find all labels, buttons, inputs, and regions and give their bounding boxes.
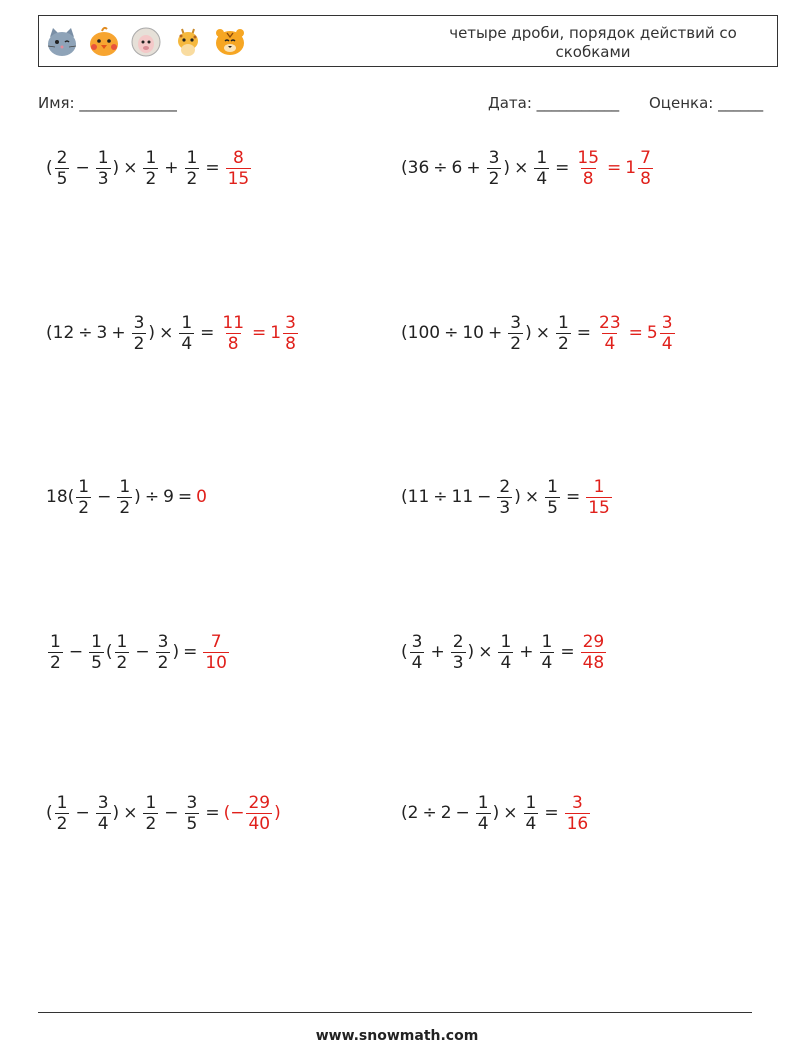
operator: = (205, 803, 220, 823)
numerator: 2 (452, 631, 464, 652)
expression-text: (2 (401, 803, 419, 823)
expression-text: ( (105, 642, 113, 662)
numerator: 3 (488, 147, 500, 168)
expression-text: ) (274, 803, 281, 823)
fraction (156, 632, 171, 673)
numerator: 3 (285, 312, 296, 333)
problem-8 (401, 622, 608, 682)
problem-7 (46, 622, 231, 682)
expression-text: (36 (401, 158, 430, 178)
expression-text: 0 (196, 487, 207, 507)
problem-9 (46, 783, 281, 843)
denominator: 4 (541, 652, 553, 673)
fraction (451, 632, 466, 673)
answer (218, 313, 300, 354)
numerator: 1 (186, 147, 198, 168)
expression-text: (12 (46, 323, 75, 343)
operator: ÷ (422, 803, 437, 823)
denominator: 5 (91, 652, 102, 673)
expression-text: ( (401, 642, 408, 662)
operator: − (135, 642, 150, 662)
operator: × (514, 158, 529, 178)
problem-6 (401, 467, 614, 527)
denominator: 15 (588, 497, 610, 518)
denominator: 8 (285, 333, 296, 354)
operator: = (252, 323, 267, 343)
numerator: 3 (661, 312, 673, 333)
footer-url: www.snowmath.com (315, 1028, 479, 1044)
fraction (497, 477, 512, 518)
denominator: 2 (78, 497, 90, 518)
worksheet-title: четыре дроби, порядок действий со скобками (449, 24, 737, 61)
numerator: 7 (640, 147, 651, 168)
operator: − (477, 487, 492, 507)
denominator: 4 (477, 813, 489, 834)
numerator: 11 (222, 312, 245, 333)
fraction (487, 148, 502, 189)
numerator: 29 (582, 631, 605, 652)
expression-text: ) (514, 487, 521, 507)
numerator: 1 (50, 631, 61, 652)
operator: − (75, 158, 90, 178)
operator: ÷ (433, 487, 448, 507)
denominator: 8 (582, 168, 594, 189)
answer (573, 148, 655, 189)
operator: = (200, 323, 215, 343)
expression-text: ) (525, 323, 532, 343)
numerator: 1 (116, 631, 128, 652)
denominator: 4 (97, 813, 109, 834)
numerator: 3 (97, 792, 109, 813)
fraction (476, 793, 491, 834)
fraction (575, 148, 601, 189)
denominator: 2 (557, 333, 569, 354)
denominator: 48 (582, 652, 605, 673)
expression-text: 3 (96, 323, 108, 343)
fraction (586, 477, 612, 518)
expression-text: ) (112, 803, 120, 823)
operator: + (519, 642, 534, 662)
expression-text: ) (172, 642, 180, 662)
fraction (524, 793, 539, 834)
numerator: 3 (157, 631, 169, 652)
fraction (534, 148, 549, 189)
operator: = (555, 158, 570, 178)
numerator: 1 (500, 631, 512, 652)
answer (595, 313, 677, 354)
operator: = (177, 487, 193, 507)
denominator: 2 (50, 652, 61, 673)
denominator: 5 (186, 813, 198, 834)
expression-text: 18( (46, 487, 75, 507)
operator: + (466, 158, 481, 178)
operator: × (503, 803, 518, 823)
fraction (638, 148, 653, 189)
operator: × (123, 803, 138, 823)
operator: × (535, 323, 550, 343)
numerator: 1 (119, 476, 131, 497)
numerator: 1 (593, 476, 605, 497)
giraffe-icon (171, 25, 205, 59)
numerator: 1 (97, 147, 109, 168)
expression-text: ) (492, 803, 500, 823)
operator: = (183, 642, 198, 662)
problem-4 (401, 303, 677, 363)
operator: × (524, 487, 540, 507)
expression-text: 9 (163, 487, 174, 507)
fraction (556, 313, 571, 354)
operator: = (565, 487, 581, 507)
date-field: Дата: ___________ (488, 94, 620, 112)
fraction (143, 793, 158, 834)
expression-text: 1 (270, 323, 282, 343)
expression-text: 2 (440, 803, 452, 823)
denominator: 2 (116, 652, 128, 673)
operator: − (164, 803, 179, 823)
numerator: 2 (56, 147, 68, 168)
numerator: 3 (411, 631, 423, 652)
problem-3 (46, 303, 300, 363)
numerator: 1 (477, 792, 489, 813)
denominator: 4 (661, 333, 673, 354)
numerator: 23 (599, 312, 621, 333)
fraction (179, 313, 194, 354)
denominator: 2 (157, 652, 169, 673)
expression-text: 1 (625, 158, 637, 178)
expression-text: ) (467, 642, 475, 662)
fraction (185, 148, 200, 189)
numerator: 2 (499, 476, 511, 497)
problem-2 (401, 138, 655, 198)
expression-text: 5 (646, 323, 658, 343)
operator: × (159, 323, 174, 343)
operator: − (75, 803, 90, 823)
operator: = (205, 158, 220, 178)
denominator: 16 (566, 813, 589, 834)
numerator: 15 (577, 147, 600, 168)
expression-text: (100 (401, 323, 441, 343)
answer (563, 793, 593, 834)
answer (196, 487, 207, 507)
operator: ÷ (78, 323, 93, 343)
expression-text: 10 (462, 323, 484, 343)
expression-text: 11 (451, 487, 474, 507)
header-box (38, 15, 778, 67)
numerator: 1 (547, 476, 558, 497)
fraction (597, 313, 623, 354)
numerator: 1 (541, 631, 553, 652)
numerator: 8 (233, 147, 244, 168)
numerator: 3 (133, 312, 145, 333)
denominator: 5 (547, 497, 558, 518)
answer (224, 793, 281, 834)
fraction (540, 632, 555, 673)
numerator: 1 (78, 476, 90, 497)
denominator: 2 (145, 813, 157, 834)
operator: − (68, 642, 84, 662)
denominator: 3 (97, 168, 109, 189)
fraction (220, 313, 246, 354)
fraction (143, 148, 158, 189)
operator: = (544, 803, 559, 823)
problem-10 (401, 783, 592, 843)
denominator: 4 (181, 333, 193, 354)
operator: = (607, 158, 622, 178)
grade-field: Оценка: ______ (649, 94, 764, 112)
operator: × (478, 642, 493, 662)
numerator: 7 (210, 631, 222, 652)
fraction (48, 632, 63, 673)
fraction (89, 632, 104, 673)
expression-text: ) (112, 158, 120, 178)
fraction (508, 313, 523, 354)
operator: − (97, 487, 112, 507)
sheep-icon (129, 25, 163, 59)
fraction (76, 477, 91, 518)
denominator: 40 (248, 813, 271, 834)
numerator: 3 (510, 312, 522, 333)
denominator: 3 (499, 497, 511, 518)
numerator: 1 (56, 792, 68, 813)
expression-text: 6 (451, 158, 463, 178)
numerator: 1 (145, 147, 157, 168)
numerator: 1 (557, 312, 569, 333)
fraction (55, 148, 70, 189)
operator: = (560, 642, 575, 662)
footer-divider (38, 1012, 752, 1013)
denominator: 2 (145, 168, 157, 189)
operator: × (123, 158, 138, 178)
numerator: 29 (248, 792, 271, 813)
denominator: 2 (56, 813, 68, 834)
numerator: 3 (571, 792, 583, 813)
denominator: 2 (488, 168, 500, 189)
denominator: 4 (500, 652, 512, 673)
expression-text: ) (148, 323, 156, 343)
denominator: 15 (227, 168, 250, 189)
numerator: 1 (91, 631, 102, 652)
fraction (545, 477, 560, 518)
fraction (117, 477, 132, 518)
fraction (185, 793, 200, 834)
answer (584, 477, 614, 518)
fraction (115, 632, 130, 673)
denominator: 8 (227, 333, 239, 354)
numerator: 1 (145, 792, 157, 813)
fraction (565, 793, 591, 834)
denominator: 2 (119, 497, 131, 518)
denominator: 10 (205, 652, 227, 673)
operator: + (164, 158, 179, 178)
denominator: 5 (56, 168, 68, 189)
denominator: 8 (640, 168, 651, 189)
fraction (498, 632, 513, 673)
operator: + (487, 323, 503, 343)
operator: + (430, 642, 445, 662)
operator: − (455, 803, 470, 823)
denominator: 3 (452, 652, 464, 673)
expression-text: ) (134, 487, 141, 507)
answer (224, 148, 254, 189)
denominator: 4 (525, 813, 537, 834)
answer (579, 632, 609, 673)
operator: ÷ (433, 158, 448, 178)
fraction (660, 313, 675, 354)
expression-text: (11 (401, 487, 430, 507)
tiger-icon (213, 25, 247, 59)
fraction (246, 793, 272, 834)
expression-text: ( (46, 158, 53, 178)
denominator: 2 (186, 168, 198, 189)
denominator: 4 (411, 652, 423, 673)
operator: ÷ (444, 323, 459, 343)
denominator: 4 (536, 168, 548, 189)
operator: + (111, 323, 126, 343)
name-field: Имя: _____________ (38, 94, 177, 112)
expression-text: (− (223, 803, 245, 823)
chick-icon (87, 25, 121, 59)
fraction (55, 793, 70, 834)
problem-5 (46, 467, 207, 527)
expression-text: ) (503, 158, 511, 178)
fraction (581, 632, 607, 673)
denominator: 2 (133, 333, 145, 354)
problem-1 (46, 138, 253, 198)
fraction (283, 313, 298, 354)
numerator: 1 (525, 792, 537, 813)
numerator: 1 (181, 312, 193, 333)
expression-text: ( (46, 803, 53, 823)
fraction (410, 632, 425, 673)
fraction (226, 148, 252, 189)
numerator: 3 (186, 792, 198, 813)
cat-icon (45, 25, 79, 59)
operator: = (628, 323, 643, 343)
operator: = (576, 323, 592, 343)
fraction (203, 632, 229, 673)
denominator: 2 (510, 333, 522, 354)
numerator: 1 (536, 147, 548, 168)
animal-icons (45, 21, 247, 63)
fraction (132, 313, 147, 354)
denominator: 4 (604, 333, 616, 354)
answer (201, 632, 231, 673)
fraction (96, 148, 111, 189)
operator: ÷ (144, 487, 160, 507)
fraction (96, 793, 111, 834)
